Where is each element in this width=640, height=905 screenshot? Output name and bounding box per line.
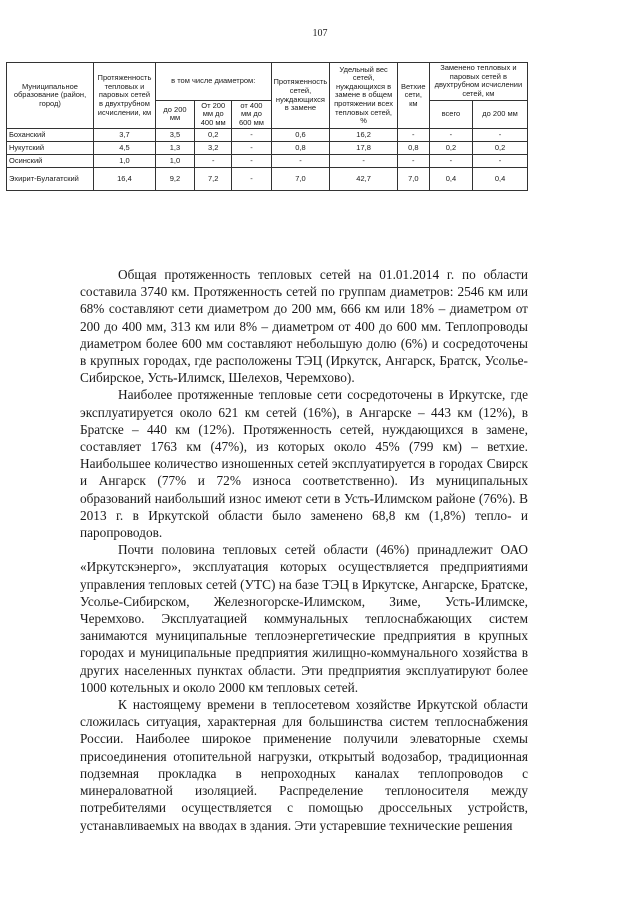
body-text [80,266,528,834]
cell-d200: 1,3 [155,142,194,155]
cell-name: Нукутский [7,142,94,155]
cell-name: Эхирит-Булагатский [7,168,94,191]
paragraph: Наиболее протяженные тепловые сети сосредоточены в Иркутске, где эксплуатируется около 621 км сетей (16%), в Ангарске – 443 км (12%), в Братске – 440 км (12%). Протяженность сетей, нуждающихся в замене, составляет 1763 км (47%), из которых около 45% (799 км) – ветхие. Наибольшее количество изношенных сетей эксплуатируется в городах Свирск и Ангарск (77% и 72% износа соответственно). Из муниципальных образований наибольший износ имеют сети в Усть-Илимском районе (76%). В 2013 г. в Иркутской области было заменено 68,8 км (1,8%) тепло- и паропроводов. [80,387,528,541]
header-dilapidated: Ветхие сети, км [397,63,429,129]
cell-need: 7,0 [271,168,330,191]
cell-old: - [397,155,429,168]
paragraph: Общая протяженность тепловых сетей на 01.01.2014 г. по области составила 3740 км. Протяженность сетей по группам диаметров: 2546 км или 68% составляют сети диаметром до 200 мм, 666 км или 18% – диаметром от 200 до 400 мм, 313 км или 8% – диаметром от 400 до 600 мм. Теплопроводы диаметром более 600 мм составляют небольшую долю (6%) и сосредоточены в крупных городах, где расположены ТЭЦ (Иркутск, Ангарск, Братск, Усолье-Сибирское, Усть-Илимск, Шелехов, Черемхово). [80,267,528,386]
cell-length: 16,4 [94,168,156,191]
cell-d200-400: 7,2 [195,168,232,191]
table-row [7,142,528,155]
cell-rep-200: 0,2 [473,142,528,155]
cell-rep-total: 0,4 [429,168,472,191]
header-replaced: Заменено тепловых и паровых сетей в двухтрубном исчислении сетей, км [429,63,527,101]
cell-rep-200: 0,4 [473,168,528,191]
cell-rep-total: - [429,155,472,168]
cell-d400-600: - [232,129,271,142]
page-number: 107 [312,28,328,39]
cell-old: - [397,129,429,142]
header-d-400-600: от 400 мм до 600 мм [232,100,271,129]
cell-d200-400: 3,2 [195,142,232,155]
cell-old: 7,0 [397,168,429,191]
cell-need: 0,6 [271,129,330,142]
cell-d400-600: - [232,142,271,155]
cell-d200: 3,5 [155,129,194,142]
cell-d200-400: - [195,155,232,168]
cell-share: 17,8 [330,142,397,155]
header-needing-replacement: Протяженность сетей, нуждающихся в замене [271,63,330,129]
cell-need: 0,8 [271,142,330,155]
header-including-diameter: в том числе диаметром: [155,63,271,101]
header-d-upto-200: до 200 мм [155,100,194,129]
cell-share: - [330,155,397,168]
paragraph: Почти половина тепловых сетей области (46%) принадлежит ОАО «Иркутскэнерго», эксплуатация которых осуществляется предприятиями управления тепловых сетей (УТС) на базе ТЭЦ в Иркутске, Ангарске, Братске, Усолье-Сибирском, Железногорске-Илимском, Зиме, Усть-Илимске, Черемхово. Эксплуатацией коммунальных теплоснабжающих систем занимаются муниципальные теплоэнергетические предприятия в крупных городах и муниципальные предприятия жилищно-коммунального хозяйства в других населенных пунктах области. Эти предприятия эксплуатируют более 1000 котельных и около 2000 км тепловых сетей. [80,542,528,695]
cell-d400-600: - [232,155,271,168]
cell-rep-total: 0,2 [429,142,472,155]
table-row [7,155,528,168]
cell-d200: 9,2 [155,168,194,191]
cell-d200: 1,0 [155,155,194,168]
header-length: Протяженность тепловых и паровых сетей в двухтрубном исчислении, км [94,63,156,129]
cell-d200-400: 0,2 [195,129,232,142]
table-row [7,168,528,191]
cell-old: 0,8 [397,142,429,155]
header-replaced-upto-200: до 200 мм [473,100,528,129]
header-municipality: Муниципальное образование (район, город) [7,63,94,129]
cell-name: Боханский [7,129,94,142]
cell-length: 1,0 [94,155,156,168]
cell-name: Осинский [7,155,94,168]
cell-length: 4,5 [94,142,156,155]
header-d-200-400: От 200 мм до 400 мм [195,100,232,129]
cell-rep-total: - [429,129,472,142]
cell-length: 3,7 [94,129,156,142]
cell-need: - [271,155,330,168]
heat-networks-table [6,62,528,191]
header-share-needing: Удельный вес сетей, нуждающихся в замене в общем протяжении всех тепловых сетей, % [330,63,397,129]
header-replaced-total: всего [429,100,472,129]
cell-share: 16,2 [330,129,397,142]
cell-rep-200: - [473,129,528,142]
cell-d400-600: - [232,168,271,191]
cell-rep-200: - [473,155,528,168]
cell-share: 42,7 [330,168,397,191]
paragraph: К настоящему времени в теплосетевом хозяйстве Иркутской области сложилась ситуация, характерная для большинства систем теплоснабжения России. Наиболее широкое применение получили элеваторные схемы присоединения отопительной нагрузки, открытый водозабор, традиционная подземная прокладка в непроходных каналах теплопроводов с минераловатной изоляцией. Распределение теплоносителя между потребителями осуществляется с помощью дроссельных устройств, устанавливаемых на вводах в здания. Эти устаревшие технические решения [80,697,528,833]
table-row [7,129,528,142]
